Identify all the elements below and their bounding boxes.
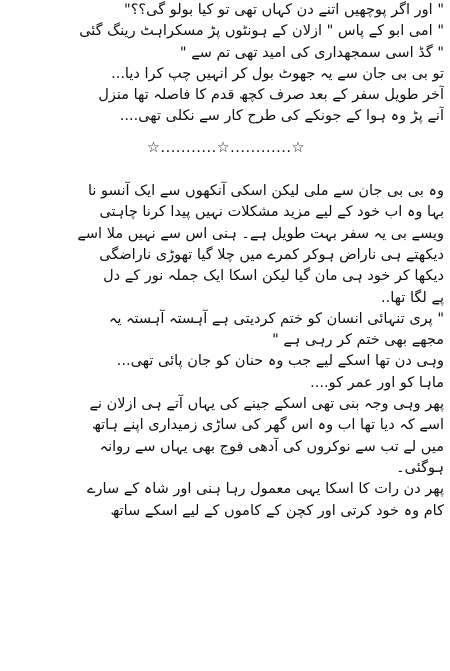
text-line: ویسے بی یہ سفر بہت طویل ہے۔ ہنی اس سے نہیں ملا اسے [77, 225, 444, 242]
text-line: " پری تنہائی انسان کو ختم کردیتی ہے آہستہ آہستہ یہ [108, 310, 444, 327]
text-line: دیکھتے ہی ناراض ہوکر کمرے میں چلا گیا تھوڑی ناراضگی [99, 246, 444, 263]
text-line: " اور اگر پوچھیں اتنے دن کہاں تھی تو کیا بولو گی؟؟" [124, 2, 444, 18]
text-line: اسے کہ دیا تھا اب وہ اس گھر کی ساڑی زمیداری اپنے ہاتھ [91, 417, 444, 434]
text-line: پھر وہی وجہ بنی تھی اسکے جینے کی یہاں آتے ہی ازلان نے [89, 396, 444, 413]
text-line: آخر طویل سفر کے بعد صرف کچھ قدم کا فاصلہ تھا منزل [98, 87, 444, 104]
text-line: مجھے بھی ختم کر رہی ہے " [272, 332, 444, 349]
text-line: دیکھا کر خود ہی مان گیا لیکن اسکا ایک جملہ نور کے دل [103, 268, 444, 285]
text-line: پھر دن رات کا اسکا یہی معمول رہا ہنی اور شاہ کے سارے [87, 481, 444, 498]
text-line: ہوگئی۔ [396, 459, 444, 476]
text-line: کام وہ خود کرتی اور کچن کے کاموں کے لیے اسکے ساتھ [110, 502, 444, 519]
text-line: ماہا کو اور عمر کو.... [310, 374, 444, 391]
text-line: " گڈ اسی سمجھداری کی امید تھی تم سے " [179, 44, 444, 61]
text-line: " امی ابو کے پاس " ازلان کے ہونٹوں پڑ مسکراہٹ رینگ گئی [79, 23, 444, 40]
text-line: میں لے تب سے نوکروں کی آدھی فوج بھی یہاں سے روانہ [99, 438, 444, 455]
text-line: پے لگا تھا.. [381, 289, 444, 306]
text-line: وہ بی بی جان سے ملی لیکن اسکی آنکھوں سے ایک آنسو نا [87, 183, 444, 200]
text-line: وہی دن تھا اسکے لیے جب وہ حنان کو جان پائی تھی... [116, 353, 444, 370]
text-line: تو بی بی جان سے یہ جھوٹ بول کر انہیں چپ کرا دیا... [111, 65, 444, 82]
text-line: آنے پڑ وہ ہوا کے جونکے کی طرح کار سے نکلی تھی.... [119, 108, 444, 125]
paragraph-dialogue [8, 0, 444, 128]
text-line: بہا وہ اب خود کے لیے مزید مشکلات نہیں پیدا کرنا چاہتی [99, 204, 444, 221]
paragraph-narrative [8, 181, 444, 522]
section-separator: ☆............☆...........☆ [146, 139, 305, 156]
